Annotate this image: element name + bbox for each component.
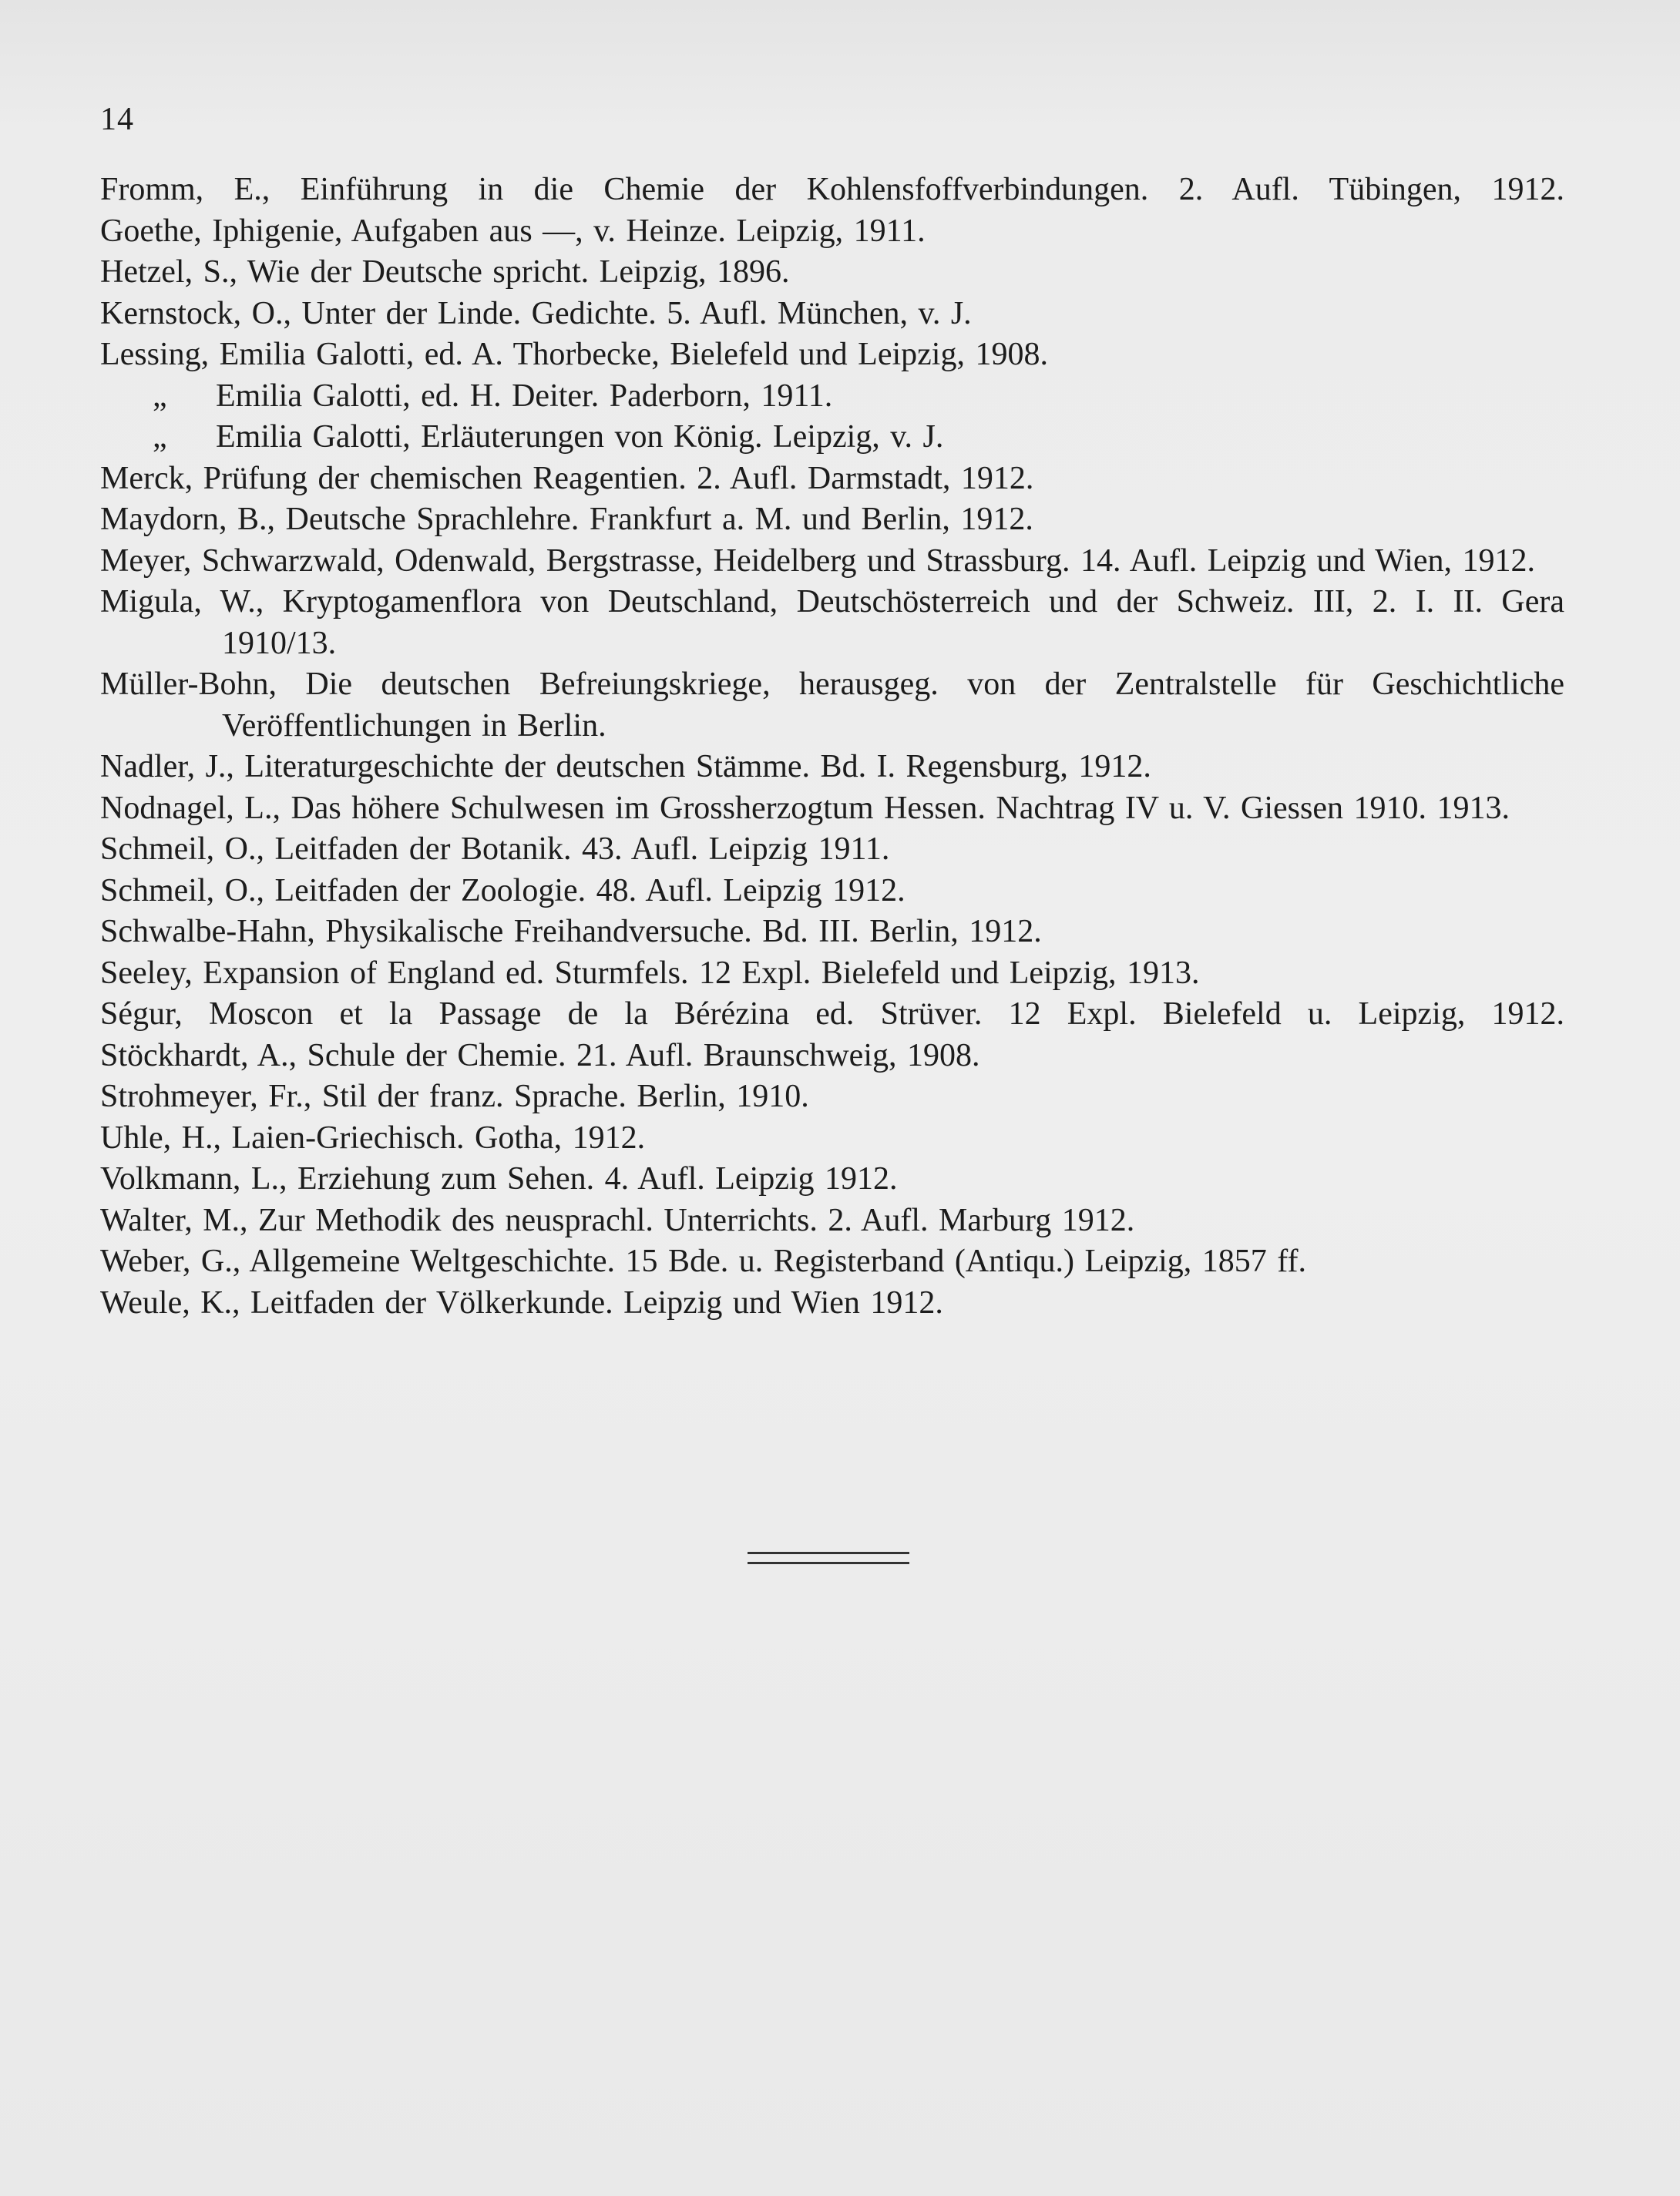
bibliography-entry: Fromm, E., Einführung in die Chemie der Kohlensfoffverbindungen. 2. Aufl. Tübingen, 1912. bbox=[100, 172, 1564, 207]
bibliography-entry: Nodnagel, L., Das höhere Schulwesen im Grossherzogtum Hessen. Nachtrag IV u. V. Giessen 1910. 1913. bbox=[100, 790, 1510, 826]
bibliography-entry: Weber, G., Allgemeine Weltgeschichte. 15 Bde. u. Registerband (Antiqu.) Leipzig, 1857 ff. bbox=[100, 1244, 1306, 1279]
bibliography-entry: Merck, Prüfung der chemischen Reagentien. 2. Aufl. Darmstadt, 1912. bbox=[100, 460, 1034, 496]
bibliography-entry: Maydorn, B., Deutsche Sprachlehre. Frankfurt a. M. und Berlin, 1912. bbox=[100, 502, 1033, 537]
entry-text: Emilia Galotti, ed. H. Deiter. Paderborn, 1911. bbox=[216, 378, 833, 414]
bibliography-entry: Schmeil, O., Leitfaden der Botanik. 43. Aufl. Leipzig 1911. bbox=[100, 831, 890, 867]
bibliography-entry: Goethe, Iphigenie, Aufgaben aus —, v. Heinze. Leipzig, 1911. bbox=[100, 213, 926, 249]
bibliography-entry: Uhle, H., Laien-Griechisch. Gotha, 1912. bbox=[100, 1120, 646, 1156]
bibliography-entry: Kernstock, O., Unter der Linde. Gedichte. 5. Aufl. München, v. J. bbox=[100, 295, 972, 331]
bibliography-entry: Weule, K., Leitfaden der Völkerkunde. Leipzig und Wien 1912. bbox=[100, 1284, 943, 1321]
entry-text: Emilia Galotti, Erläuterungen von König. Leipzig, v. J. bbox=[216, 419, 944, 455]
bibliography-entry: Volkmann, L., Erziehung zum Sehen. 4. Aufl. Leipzig 1912. bbox=[100, 1161, 898, 1197]
bibliography-entry: Ségur, Moscon et la Passage de la Bérézina ed. Strüver. 12 Expl. Bielefeld u. Leipzig, 1912. bbox=[100, 996, 1564, 1032]
bibliography-entry bbox=[100, 376, 1564, 418]
section-divider bbox=[748, 1552, 909, 1564]
bibliography-entry: Nadler, J., Literaturgeschichte der deutschen Stämme. Bd. I. Regensburg, 1912. bbox=[100, 749, 1151, 784]
bibliography-entry: Müller-Bohn, Die deutschen Befreiungskriege, herausgeg. von der Zentralstelle für Geschichtliche Veröffentlichungen in Berlin. bbox=[100, 667, 1564, 744]
bibliography-entry: Strohmeyer, Fr., Stil der franz. Sprache. Berlin, 1910. bbox=[100, 1079, 809, 1114]
ditto-mark: „ bbox=[153, 378, 167, 414]
page-number: 14 bbox=[100, 102, 134, 137]
ditto-mark: „ bbox=[153, 419, 167, 455]
bibliography-entry: Lessing, Emilia Galotti, ed. A. Thorbecke, Bielefeld und Leipzig, 1908. bbox=[100, 337, 1048, 372]
bibliography-entry: Stöckhardt, A., Schule der Chemie. 21. Aufl. Braunschweig, 1908. bbox=[100, 1037, 980, 1073]
bibliography-entry: Meyer, Schwarzwald, Odenwald, Bergstrasse, Heidelberg und Strassburg. 14. Aufl. Leipzig und Wien, 1912. bbox=[100, 542, 1535, 579]
bibliography-entry: Schwalbe-Hahn, Physikalische Freihandversuche. Bd. III. Berlin, 1912. bbox=[100, 914, 1042, 949]
bibliography-entry: Walter, M., Zur Methodik des neusprachl. Unterrichts. 2. Aufl. Marburg 1912. bbox=[100, 1202, 1135, 1238]
bibliography-entry: Migula, W., Kryptogamenflora von Deutschland, Deutschösterreich und der Schweiz. III, 2. I. II. Gera 1910/13. bbox=[100, 584, 1564, 661]
bibliography-entry: Schmeil, O., Leitfaden der Zoologie. 48. Aufl. Leipzig 1912. bbox=[100, 872, 906, 908]
bibliography-entry bbox=[100, 417, 1564, 458]
bibliography-entry: Seeley, Expansion of England ed. Sturmfels. 12 Expl. Bielefeld und Leipzig, 1913. bbox=[100, 955, 1200, 991]
bibliography-list bbox=[100, 170, 1564, 1324]
bibliography-entry: Hetzel, S., Wie der Deutsche spricht. Leipzig, 1896. bbox=[100, 254, 790, 290]
